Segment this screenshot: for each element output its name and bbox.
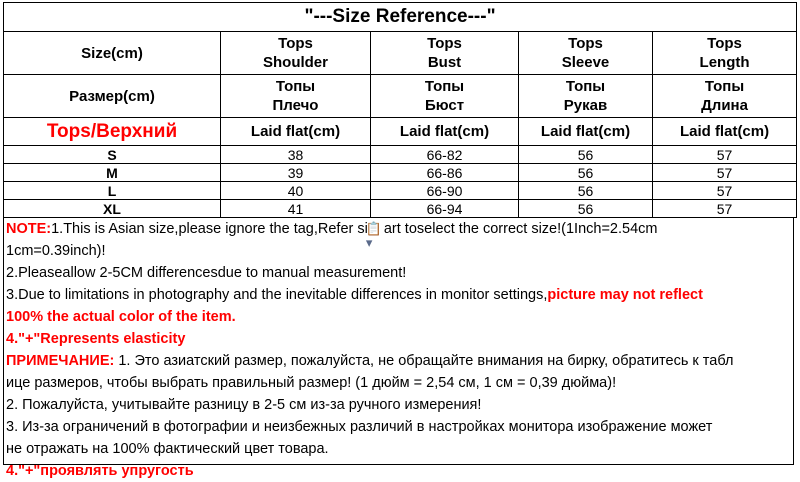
clipboard-paste-icon[interactable]: 📋▾ <box>365 221 383 251</box>
header-col-length-ru: Топы Длина <box>653 75 797 118</box>
table-cell: 57 <box>653 200 797 218</box>
header-col-bust: Tops Bust <box>371 32 519 75</box>
note-ru-1: ПРИМЕЧАНИЕ: 1. Это азиатский размер, пожалуйста, не обращайте внимания на бирку, обратитесь к табл <box>6 353 734 369</box>
table-cell: 56 <box>519 146 653 164</box>
laid-flat-cell: Laid flat(cm) <box>221 118 371 146</box>
table-cell: 40 <box>221 182 371 200</box>
table-cell: 41 <box>221 200 371 218</box>
header-label-en: Size(cm) <box>4 32 221 75</box>
size-table <box>3 2 797 218</box>
laid-flat-cell: Laid flat(cm) <box>519 118 653 146</box>
header-row-ru <box>4 75 797 118</box>
laid-flat-cell: Laid flat(cm) <box>653 118 797 146</box>
header-label-ru: Размер(cm) <box>4 75 221 118</box>
note-label: NOTE: <box>6 221 52 237</box>
note-ru-2: 2. Пожалуйста, учитывайте разницу в 2-5 см из-за ручного измерения! <box>6 397 482 413</box>
table-cell: 57 <box>653 164 797 182</box>
header-col-length: Tops Length <box>653 32 797 75</box>
header-col-shoulder: Tops Shoulder <box>221 32 371 75</box>
note-3: 3.Due to limitations in photography and the inevitable differences in monitor settings,picture may not reflect <box>6 287 703 303</box>
size-label: L <box>4 182 221 200</box>
table-row <box>4 182 797 200</box>
table-cell: 39 <box>221 164 371 182</box>
table-title: "---Size Reference---" <box>4 3 797 32</box>
note-4: 4."+"Represents elasticity <box>6 331 186 347</box>
table-cell: 66-82 <box>371 146 519 164</box>
size-label: S <box>4 146 221 164</box>
laid-flat-cell: Laid flat(cm) <box>371 118 519 146</box>
table-cell: 66-90 <box>371 182 519 200</box>
table-cell: 57 <box>653 146 797 164</box>
table-cell: 66-86 <box>371 164 519 182</box>
header-col-bust-ru: Топы Бюст <box>371 75 519 118</box>
table-row <box>4 146 797 164</box>
header-col-sleeve: Tops Sleeve <box>519 32 653 75</box>
tops-label: Tops/Верхний <box>4 118 221 146</box>
notes-block <box>3 218 794 479</box>
table-cell: 56 <box>519 200 653 218</box>
note-ru-4: 4."+"проявлять упругость <box>6 463 194 479</box>
header-col-shoulder-ru: Топы Плечо <box>221 75 371 118</box>
note-ru-label: ПРИМЕЧАНИЕ: <box>6 353 115 369</box>
note-ru-3-cont: не отражать на 100% фактический цвет товара. <box>6 441 329 457</box>
table-cell: 66-94 <box>371 200 519 218</box>
table-cell: 56 <box>519 182 653 200</box>
note-ru-3: 3. Из-за ограничений в фотографии и неизбежных различий в настройках монитора изображение может <box>6 419 713 435</box>
table-row <box>4 164 797 182</box>
table-row <box>4 200 797 218</box>
table-cell: 56 <box>519 164 653 182</box>
note-2: 2.Pleaseallow 2-5CM differencesdue to manual measurement! <box>6 265 407 281</box>
note-1-cont: 1cm=0.39inch)! <box>6 243 106 259</box>
header-row-en <box>4 32 797 75</box>
header-col-sleeve-ru: Топы Рукав <box>519 75 653 118</box>
note-ru-1-cont: ице размеров, чтобы выбрать правильный размер! (1 дюйм = 2,54 см, 1 см = 0,39 дюйма)! <box>6 375 617 391</box>
size-reference-sheet <box>3 2 796 479</box>
table-cell: 38 <box>221 146 371 164</box>
note-1: NOTE:1.This is Asian size,please ignore the tag,Refer si📋▾art toselect the correct size!(1Inch=2.54cm <box>6 221 658 251</box>
note-3-cont: 100% the actual color of the item. <box>6 309 236 325</box>
size-label: M <box>4 164 221 182</box>
size-label: XL <box>4 200 221 218</box>
table-cell: 57 <box>653 182 797 200</box>
laid-flat-row <box>4 118 797 146</box>
